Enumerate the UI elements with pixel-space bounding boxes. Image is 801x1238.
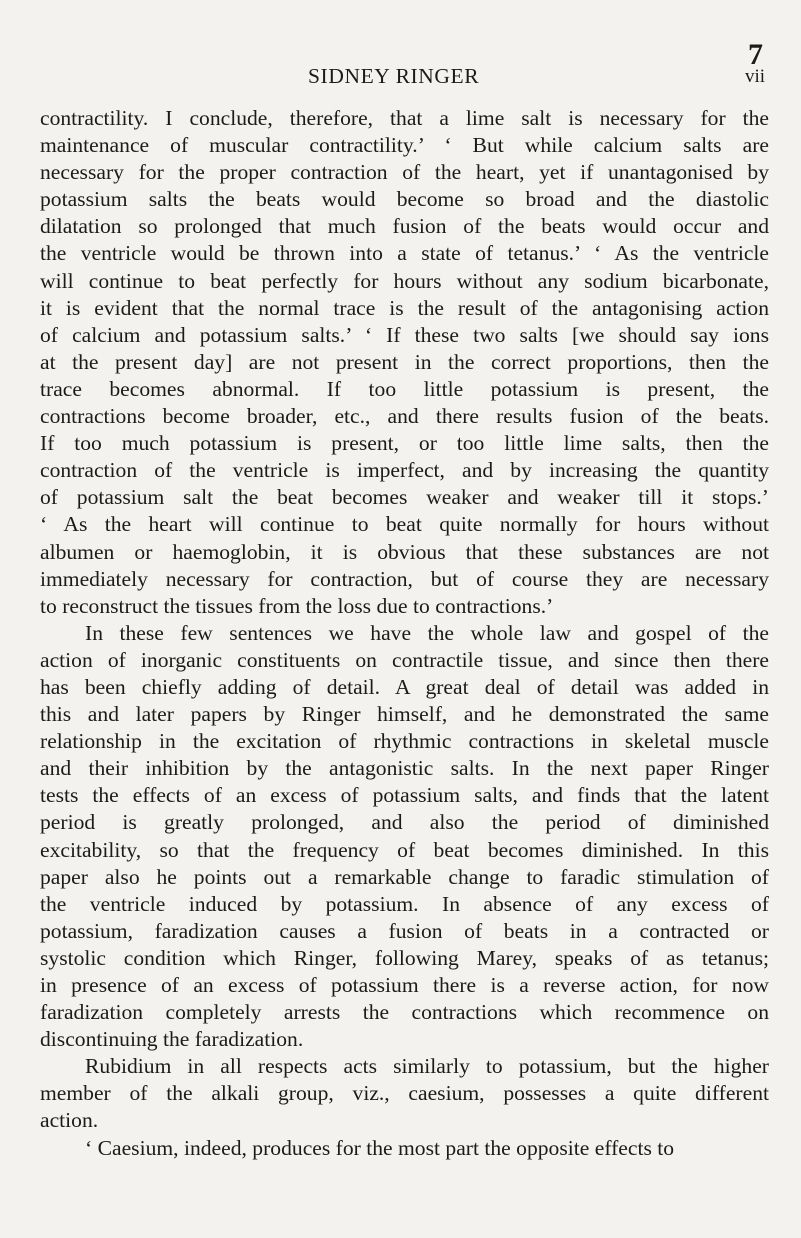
text-line: the ventricle induced by potassium. In absence of any excess of: [40, 891, 769, 916]
text-line: maintenance of muscular contractility.’ ‘ But while calcium salts are: [40, 133, 769, 158]
text-line: has been chiefly adding of detail. A great deal of detail was added in: [40, 674, 769, 699]
text-line: period is greatly prolonged, and also the period of diminished: [40, 810, 769, 835]
text-line: contraction of the ventricle is imperfect, and by increasing the quantity: [40, 458, 769, 483]
text-line: it is evident that the normal trace is the result of the antagonising action: [40, 295, 769, 320]
text-line: paper also he points out a remarkable change to faradic stimulation of: [40, 864, 769, 889]
text-line: contractions become broader, etc., and there results fusion of the beats.: [40, 404, 769, 429]
body-text: [40, 105, 769, 1162]
text-line: excitability, so that the frequency of beat becomes diminished. In this: [40, 837, 769, 862]
running-title: SIDNEY RINGER: [308, 64, 480, 88]
text-line: of calcium and potassium salts.’ ‘ If these two salts [we should say ions: [40, 322, 769, 347]
text-line: albumen or haemoglobin, it is obvious that these substances are not: [40, 539, 769, 564]
text-line: potassium salts the beats would become so broad and the diastolic: [40, 187, 769, 212]
text-line: at the present day] are not present in the correct proportions, then the: [40, 349, 769, 374]
roman-page-number: vii: [744, 66, 765, 87]
text-line: of potassium salt the beat becomes weaker and weaker till it stops.’: [40, 485, 769, 510]
text-line: immediately necessary for contraction, but of course they are necessary: [40, 566, 769, 591]
text-line: member of the alkali group, viz., caesium, possesses a quite different: [40, 1081, 769, 1106]
text-line: faradization completely arrests the contractions which recommence on: [40, 1000, 769, 1025]
text-line: necessary for the proper contraction of the heart, yet if unantagonised by: [40, 160, 769, 185]
paragraph-end-line: discontinuing the faradization.: [40, 1027, 304, 1052]
page-number: 7: [748, 38, 763, 71]
paragraph-start-line: ‘ Caesium, indeed, produces for the most part the opposite effects to: [85, 1135, 675, 1160]
text-line: the ventricle would be thrown into a state of tetanus.’ ‘ As the ventricle: [40, 241, 769, 266]
text-line: ‘ As the heart will continue to beat quite normally for hours without: [40, 512, 769, 537]
paragraph-end-line: to reconstruct the tissues from the loss due to contractions.’: [40, 593, 554, 618]
text-line: systolic condition which Ringer, following Marey, speaks of as tetanus;: [40, 945, 769, 970]
text-line: and their inhibition by the antagonistic salts. In the next paper Ringer: [40, 756, 769, 781]
text-line: tests the effects of an excess of potassium salts, and finds that the latent: [40, 783, 769, 808]
running-header: [0, 64, 801, 92]
text-line: action of inorganic constituents on contractile tissue, and since then there: [40, 647, 769, 672]
text-line: potassium, faradization causes a fusion of beats in a contracted or: [40, 918, 769, 943]
text-line: will continue to beat perfectly for hours without any sodium bicarbonate,: [40, 268, 769, 293]
text-line: trace becomes abnormal. If too little potassium is present, the: [40, 376, 769, 401]
paragraph-end-line: action.: [40, 1108, 99, 1133]
paragraph-start-line: In these few sentences we have the whole law and gospel of the: [85, 620, 769, 645]
paragraph-start-line: Rubidium in all respects acts similarly to potassium, but the higher: [85, 1054, 769, 1079]
text-line: this and later papers by Ringer himself, and he demonstrated the same: [40, 702, 769, 727]
text-line: If too much potassium is present, or too little lime salts, then the: [40, 431, 769, 456]
text-line: dilatation so prolonged that much fusion of the beats would occur and: [40, 214, 769, 239]
text-line: relationship in the excitation of rhythmic contractions in skeletal muscle: [40, 729, 769, 754]
text-line: in presence of an excess of potassium there is a reverse action, for now: [40, 973, 769, 997]
text-line: contractility. I conclude, therefore, that a lime salt is necessary for the: [40, 106, 769, 130]
